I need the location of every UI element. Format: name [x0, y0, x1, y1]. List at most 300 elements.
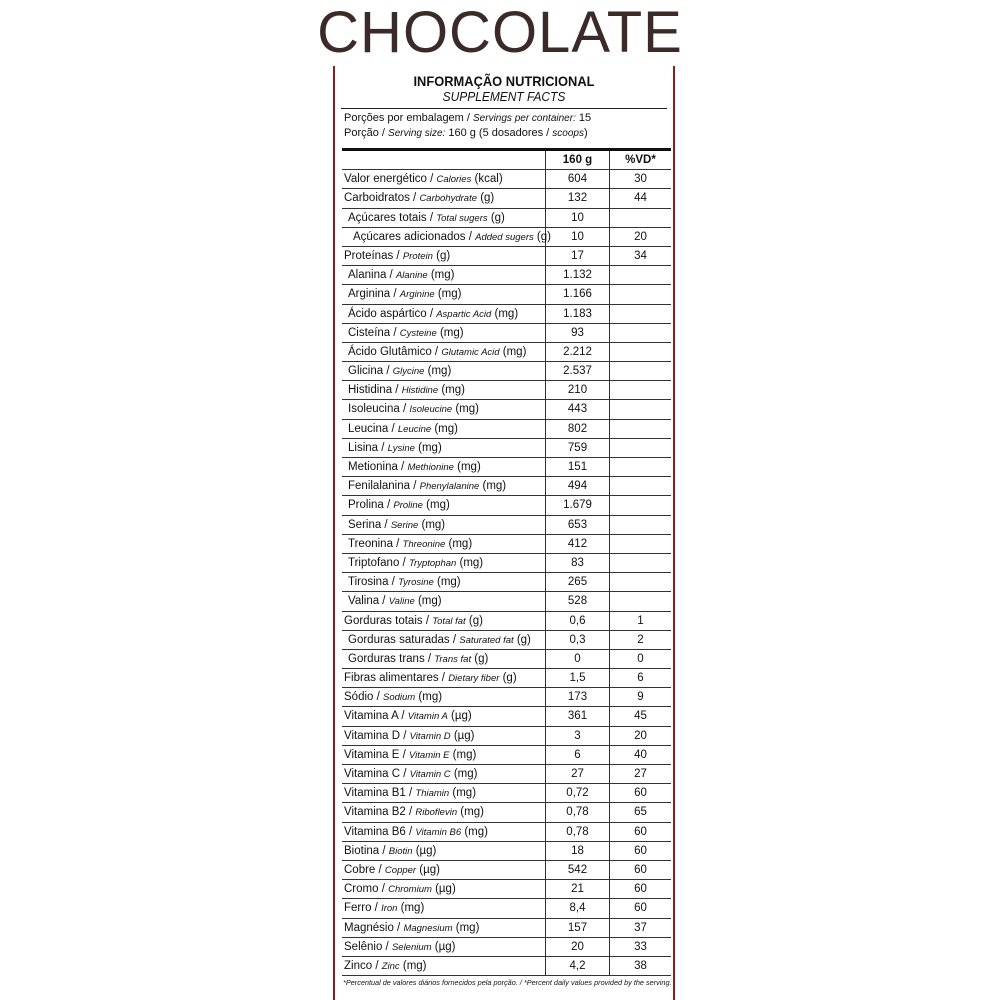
nutrient-unit: (mg): [479, 480, 507, 493]
nutrient-amount: 27: [546, 765, 610, 783]
nutrient-name-en: Alanine: [395, 270, 428, 282]
nutrient-daily-value: 60: [634, 863, 647, 876]
nutrient-name: [342, 784, 546, 802]
nutrient-name-pt: Cobre /: [344, 863, 385, 876]
table-row: [342, 746, 671, 765]
nutrient-daily-value: 60: [634, 825, 647, 838]
nutrient-amount: 1.166: [546, 285, 610, 303]
table-row: [342, 516, 671, 535]
nutrient-name: [342, 477, 546, 495]
nutrient-name-en: Valine: [388, 596, 415, 608]
nutrient-amount: 759: [546, 439, 610, 457]
table-row: [342, 784, 671, 803]
nutrition-table: [342, 148, 671, 976]
nutrient-amount: 528: [546, 592, 610, 610]
nutrient-unit: (mg): [445, 537, 473, 550]
nutrient-amount: 1,5: [546, 669, 610, 687]
nutrient-unit: (mg): [449, 748, 477, 761]
nutrient-daily-value: 30: [634, 173, 647, 186]
table-row: [342, 189, 671, 208]
table-row: [342, 880, 671, 899]
nutrient-name: [342, 573, 546, 591]
nutrient-name: [342, 343, 546, 361]
table-row: [342, 842, 671, 861]
nutrient-unit: (mg): [456, 556, 484, 569]
nutrient-amount: 173: [546, 688, 610, 706]
nutrient-unit: (g): [487, 211, 505, 224]
nutrient-name-en: Saturated fat: [459, 634, 514, 646]
table-row: [342, 381, 671, 400]
nutrient-amount: 132: [546, 189, 610, 207]
table-row: [342, 650, 671, 669]
nutrient-daily-value: [610, 592, 671, 610]
nutrient-name: [342, 439, 546, 457]
nutrient-name: [342, 554, 546, 572]
nutrient-name-en: Tryptophan: [408, 557, 457, 569]
nutrient-name-pt: Gorduras saturadas /: [348, 633, 460, 646]
serving-size: Porção / Serving size: 160 g (5 dosadores / scoops): [344, 127, 588, 139]
nutrient-unit: (mg): [491, 307, 519, 320]
nutrient-name: [342, 170, 546, 188]
nutrient-daily-value: [610, 285, 671, 303]
nutrient-daily-value: 33: [634, 940, 647, 953]
nutrient-daily-value: 9: [637, 691, 644, 704]
nutrient-name-pt: Vitamina B2 /: [344, 806, 416, 819]
nutrient-amount: 93: [546, 324, 610, 342]
table-row: [342, 439, 671, 458]
nutrient-name-pt: Zinco /: [344, 959, 382, 972]
nutrient-name-en: Added sugers: [475, 231, 534, 243]
nutrient-unit: (g): [432, 249, 451, 262]
nutrient-name: [342, 650, 546, 668]
table-header-row: [342, 151, 671, 170]
nutrient-name-en: Sodium: [383, 692, 416, 704]
nutrient-name: [342, 209, 546, 227]
nutrient-name-en: Vitamin C: [409, 769, 451, 780]
nutrient-name-en: Lysine: [387, 442, 415, 454]
nutrient-amount: 4,2: [546, 957, 610, 975]
nutrient-amount: 17: [546, 247, 610, 265]
nutrient-unit: (g): [499, 672, 517, 685]
nutrient-name-en: Isoleucine: [409, 404, 453, 416]
nutrient-daily-value: [610, 573, 671, 591]
nutrient-amount: 1.132: [546, 266, 610, 284]
nutrient-amount: 8,4: [546, 899, 610, 917]
nutrient-name: [342, 496, 546, 514]
nutrient-daily-value: [610, 209, 671, 227]
nutrient-daily-value: 20: [634, 230, 647, 243]
table-row: [342, 554, 671, 573]
nutrient-amount: 542: [546, 861, 610, 879]
nutrient-name-en: Carbohydrate: [419, 193, 477, 205]
nutrient-name-en: Thiamin: [415, 788, 450, 800]
nutrient-name-en: Trans fat: [434, 653, 472, 665]
table-row: [342, 899, 671, 918]
table-body: [342, 170, 671, 976]
nutrient-name-pt: Tirosina /: [348, 576, 399, 589]
nutrient-name: [342, 919, 546, 937]
nutrient-unit: (mg): [499, 345, 527, 358]
nutrient-amount: 6: [546, 746, 610, 764]
nutrient-amount: 361: [546, 707, 610, 725]
nutrient-name-en: Glutamic Acid: [441, 346, 500, 358]
nutrient-daily-value: [610, 420, 671, 438]
nutrient-unit: (mg): [424, 365, 452, 378]
nutrient-amount: 83: [546, 554, 610, 572]
nutrient-unit: (mg): [427, 269, 455, 282]
nutrient-name: [342, 285, 546, 303]
nutrient-unit: (mg): [452, 921, 480, 934]
nutrient-name-pt: Leucina /: [348, 422, 398, 435]
nutrient-daily-value: 34: [634, 249, 647, 262]
nutrient-name: [342, 823, 546, 841]
nutrient-name-pt: Açúcares adicionados /: [353, 230, 476, 243]
nutrient-amount: 10: [546, 228, 610, 246]
table-row: [342, 669, 671, 688]
nutrient-name-en: Leucine: [397, 423, 432, 435]
nutrient-daily-value: [610, 439, 671, 457]
nutrient-name-pt: Prolina /: [348, 499, 394, 512]
nutrient-name-pt: Açúcares totais /: [348, 211, 437, 224]
header-daily-value: %VD*: [625, 154, 656, 166]
nutrient-name: [342, 880, 546, 898]
table-row: [342, 247, 671, 266]
nutrient-daily-value: 60: [634, 883, 647, 896]
nutrient-daily-value: [610, 477, 671, 495]
nutrient-unit: (mg): [436, 326, 464, 339]
nutrient-name-en: Tyrosine: [398, 577, 434, 589]
nutrient-daily-value: 45: [634, 710, 647, 723]
table-row: [342, 612, 671, 631]
nutrient-amount: 494: [546, 477, 610, 495]
table-row: [342, 400, 671, 419]
nutrient-daily-value: [610, 535, 671, 553]
nutrient-name-pt: Valina /: [348, 595, 389, 608]
nutrient-unit: (mg): [434, 288, 462, 301]
table-row: [342, 592, 671, 611]
nutrient-name-en: Vitamin D: [409, 730, 451, 742]
nutrient-daily-value: 37: [634, 921, 647, 934]
nutrient-unit: (mg): [422, 499, 450, 512]
table-row: [342, 324, 671, 343]
page-title: CHOCOLATE: [317, 0, 683, 65]
nutrient-name: [342, 305, 546, 323]
nutrient-amount: 412: [546, 535, 610, 553]
nutrient-unit: (mg): [461, 825, 488, 838]
nutrient-name-en: Serine: [390, 519, 419, 531]
nutrient-name-pt: Treonina /: [348, 537, 403, 550]
table-row: [342, 573, 671, 592]
nutrient-daily-value: [610, 400, 671, 418]
nutrient-name-pt: Metionina /: [348, 461, 408, 473]
table-row: [342, 266, 671, 285]
nutrient-amount: 443: [546, 400, 610, 418]
table-row: [342, 688, 671, 707]
nutrient-name-pt: Alanina /: [348, 269, 396, 282]
nutrient-unit: (mg): [457, 806, 484, 819]
nutrient-name: [342, 803, 546, 821]
nutrient-name: [342, 957, 546, 975]
nutrient-amount: 802: [546, 420, 610, 438]
table-row: [342, 170, 671, 189]
table-row: [342, 305, 671, 324]
nutrient-name: [342, 381, 546, 399]
nutrient-unit: (mg): [452, 403, 479, 416]
nutrient-unit: (mg): [397, 902, 425, 915]
nutrient-name: [342, 938, 546, 956]
nutrient-name: [342, 458, 546, 476]
nutrient-name-en: Aspartic Acid: [436, 308, 492, 320]
nutrient-unit: (µg): [431, 883, 456, 896]
table-row: [342, 362, 671, 381]
nutrient-daily-value: [610, 362, 671, 380]
nutrient-name: [342, 707, 546, 725]
nutrient-daily-value: 20: [634, 729, 647, 742]
nutrient-name-en: Copper: [384, 864, 417, 876]
nutrient-name-pt: Vitamina D /: [344, 729, 410, 742]
nutrient-name: [342, 746, 546, 764]
nutrient-unit: (g): [471, 652, 489, 665]
nutrient-name-en: Methionine: [407, 462, 454, 473]
nutrient-name-en: Total sugers: [436, 212, 488, 224]
nutrient-name: [342, 516, 546, 534]
nutrient-name-pt: Proteínas /: [344, 249, 403, 262]
nutrient-name: [342, 420, 546, 438]
nutrient-amount: 3: [546, 727, 610, 745]
table-row: [342, 343, 671, 362]
nutrient-name: [342, 228, 551, 246]
nutrient-name-pt: Cisteína /: [348, 326, 400, 339]
nutrient-name-en: Selenium: [391, 941, 432, 953]
nutrient-daily-value: [610, 305, 671, 323]
nutrient-name-pt: Isoleucina /: [348, 403, 410, 416]
nutrient-name-en: Phenylalanine: [419, 481, 480, 493]
nutrient-daily-value: [610, 496, 671, 514]
nutrition-label: [333, 66, 675, 1000]
nutrient-name-pt: Selênio /: [344, 940, 392, 953]
nutrient-unit: (mg): [431, 422, 458, 435]
nutrient-unit: (g): [465, 614, 483, 627]
nutrient-name-pt: Fenilalanina /: [348, 480, 420, 493]
nutrient-name-en: Proline: [393, 500, 423, 512]
nutrient-name-en: Glycine: [392, 366, 425, 378]
table-row: [342, 765, 671, 784]
nutrient-daily-value: [610, 266, 671, 284]
table-row: [342, 803, 671, 822]
nutrient-name-en: Calories: [436, 174, 472, 186]
nutrient-unit: (g): [513, 633, 531, 646]
nutrient-name-en: Chromium: [388, 884, 432, 896]
nutrient-unit: (µg): [431, 940, 456, 953]
nutrient-name-pt: Gorduras trans /: [348, 652, 435, 665]
nutrient-unit: (g): [477, 192, 495, 205]
nutrient-name-en: Vitamin B6: [415, 826, 462, 838]
nutrient-name: [342, 669, 546, 687]
table-row: [342, 707, 671, 726]
nutrient-unit: (mg): [433, 576, 461, 589]
nutrient-amount: 0,78: [546, 823, 610, 841]
nutrient-name-en: Protein: [402, 250, 433, 262]
table-row: [342, 957, 671, 976]
header-name-cell: [342, 151, 546, 169]
nutrient-name: [342, 592, 546, 610]
table-row: [342, 535, 671, 554]
nutrient-amount: 1.679: [546, 496, 610, 514]
table-row: [342, 228, 671, 247]
nutrient-daily-value: 60: [634, 787, 647, 800]
nutrient-name-en: Cysteine: [399, 327, 437, 339]
nutrient-daily-value: 38: [634, 959, 647, 972]
nutrient-daily-value: 60: [634, 902, 647, 915]
nutrient-unit: (mg): [399, 959, 427, 972]
nutrient-amount: 20: [546, 938, 610, 956]
nutrient-name-pt: Vitamina B1 /: [344, 787, 416, 800]
nutrient-amount: 0,3: [546, 631, 610, 649]
table-row: [342, 938, 671, 957]
nutrient-name-pt: Vitamina E /: [344, 748, 409, 761]
nutrient-amount: 0,6: [546, 612, 610, 630]
header-amount: 160 g: [546, 151, 610, 169]
footnote: *Percentual de valores diários fornecidos pela porção. / *Percent daily values provided by the serving.: [343, 978, 672, 987]
nutrient-daily-value: 40: [634, 748, 647, 761]
table-row: [342, 631, 671, 650]
nutrient-name-pt: Histidina /: [348, 384, 402, 397]
nutrient-daily-value: [610, 554, 671, 572]
nutrient-name-pt: Ferro /: [344, 902, 382, 915]
nutrient-name: [342, 765, 546, 783]
nutrient-name: [342, 899, 546, 917]
nutrient-name: [342, 189, 546, 207]
nutrient-name-en: Arginine: [399, 289, 435, 301]
nutrient-unit: (µg): [416, 863, 440, 876]
nutrient-amount: 10: [546, 209, 610, 227]
nutrient-amount: 2.537: [546, 362, 610, 380]
nutrient-unit: (mg): [450, 768, 478, 780]
nutrient-unit: (kcal): [471, 173, 503, 186]
nutrient-name-pt: Gorduras totais /: [344, 614, 433, 627]
nutrient-name: [342, 842, 546, 860]
nutrient-name-pt: Vitamina C /: [344, 768, 410, 780]
nutrient-name-pt: Lisina /: [348, 441, 388, 454]
nutrient-name-pt: Ácido aspártico /: [348, 307, 437, 320]
nutrient-name-en: Threonine: [402, 538, 446, 550]
table-row: [342, 823, 671, 842]
nutrient-daily-value: 44: [634, 192, 647, 205]
table-row: [342, 209, 671, 228]
nutrient-daily-value: 60: [634, 844, 647, 857]
label-title: INFORMAÇÃO NUTRICIONAL: [413, 73, 595, 89]
nutrient-unit: (g): [533, 230, 551, 243]
nutrient-name-pt: Glicina /: [348, 365, 393, 378]
nutrient-name: [342, 612, 546, 630]
nutrient-name-en: Vitamin E: [409, 749, 450, 761]
nutrient-name-en: Biotin: [388, 845, 413, 857]
nutrient-amount: 0: [546, 650, 610, 668]
nutrient-daily-value: [610, 516, 671, 534]
nutrient-name: [342, 861, 546, 879]
nutrient-name: [342, 266, 546, 284]
nutrient-unit: (mg): [438, 384, 465, 397]
nutrient-daily-value: [610, 343, 671, 361]
nutrient-amount: 653: [546, 516, 610, 534]
label-header: [335, 73, 673, 104]
nutrient-name: [342, 535, 546, 553]
table-row: [342, 919, 671, 938]
table-row: [342, 727, 671, 746]
nutrient-name-pt: Sódio /: [344, 691, 383, 704]
nutrient-amount: 0,72: [546, 784, 610, 802]
nutrient-name-pt: Vitamina A /: [344, 710, 408, 723]
servings-per-container: Porções por embalagem / Servings per container: 15: [344, 112, 592, 124]
nutrient-name-en: Dietary fiber: [448, 673, 500, 685]
nutrient-amount: 151: [546, 458, 610, 476]
nutrient-name: [342, 400, 546, 418]
nutrient-name: [342, 247, 546, 265]
nutrient-name-en: Magnesium: [403, 922, 453, 934]
nutrient-name-pt: Serina /: [348, 518, 391, 531]
nutrient-name-en: Iron: [381, 903, 398, 915]
nutrient-name-pt: Vitamina B6 /: [344, 825, 416, 838]
table-row: [342, 420, 671, 439]
nutrient-daily-value: 2: [637, 633, 644, 646]
nutrient-name: [342, 362, 546, 380]
nutrient-name-pt: Triptofano /: [348, 556, 409, 569]
nutrient-amount: 2.212: [546, 343, 610, 361]
nutrient-name-pt: Biotina /: [344, 844, 389, 857]
nutrient-name-en: Riboflevin: [415, 807, 458, 819]
nutrient-amount: 265: [546, 573, 610, 591]
nutrient-daily-value: [610, 458, 671, 476]
nutrient-unit: (mg): [418, 518, 446, 531]
nutrient-amount: 604: [546, 170, 610, 188]
nutrient-name: [342, 727, 546, 745]
nutrient-daily-value: [610, 324, 671, 342]
nutrient-name-en: Zinc: [381, 960, 400, 972]
nutrient-amount: 157: [546, 919, 610, 937]
nutrient-name: [342, 324, 546, 342]
nutrient-name-pt: Valor energético /: [344, 173, 437, 186]
nutrient-amount: 1.183: [546, 305, 610, 323]
nutrient-name-pt: Arginina /: [348, 288, 400, 301]
nutrient-name-pt: Ácido Glutâmico /: [348, 345, 442, 358]
nutrient-amount: 210: [546, 381, 610, 399]
nutrient-unit: (mg): [415, 691, 443, 704]
nutrient-name-pt: Carboidratos /: [344, 192, 420, 205]
nutrient-name: [342, 688, 546, 706]
nutrient-unit: (mg): [414, 441, 442, 454]
nutrient-name-pt: Cromo /: [344, 883, 389, 896]
nutrient-unit: (µg): [447, 710, 472, 723]
nutrient-amount: 21: [546, 880, 610, 898]
nutrient-unit: (µg): [412, 844, 437, 857]
nutrient-daily-value: 6: [637, 672, 644, 685]
nutrient-unit: (mg): [453, 461, 481, 473]
table-row: [342, 477, 671, 496]
nutrient-name-pt: Fibras alimentares /: [344, 672, 449, 685]
table-row: [342, 861, 671, 880]
nutrient-name-pt: Magnésio /: [344, 921, 404, 934]
table-row: [342, 458, 671, 477]
nutrient-unit: (µg): [450, 729, 475, 742]
table-row: [342, 496, 671, 515]
nutrient-name-en: Histidine: [401, 385, 439, 397]
nutrient-amount: 0,78: [546, 803, 610, 821]
nutrient-daily-value: 65: [634, 806, 647, 819]
nutrient-name-en: Total fat: [432, 615, 466, 627]
nutrient-unit: (mg): [414, 595, 442, 608]
nutrient-unit: (mg): [449, 787, 477, 800]
table-row: [342, 285, 671, 304]
